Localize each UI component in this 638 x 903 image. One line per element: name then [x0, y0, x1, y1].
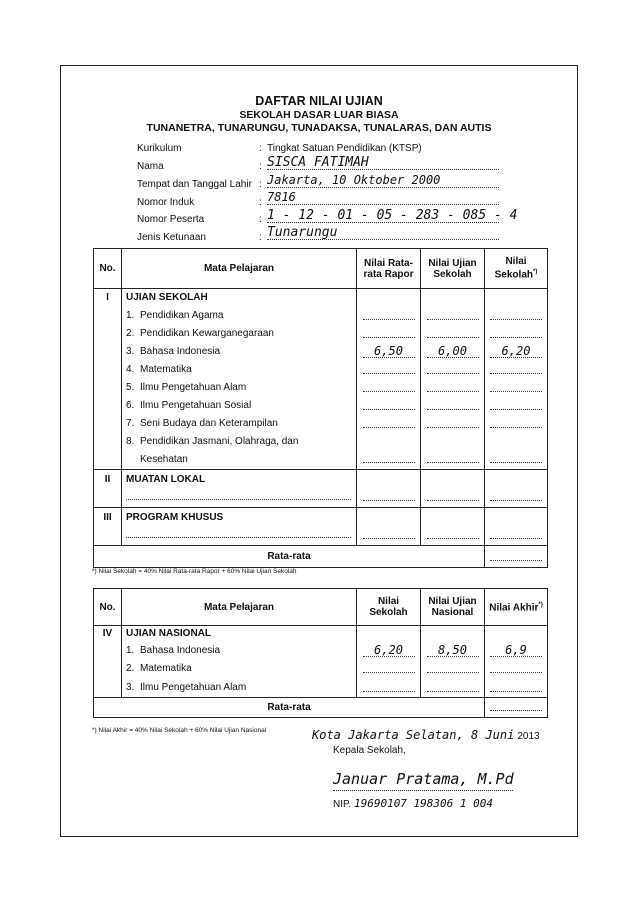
- signature-name: Januar Pratama, M.Pd: [333, 770, 514, 788]
- section-no: I: [94, 289, 122, 307]
- info-label-jenis-ketunaan: Jenis Ketunaan: [137, 232, 206, 243]
- info-value-jenis-ketunaan: Tunarungu: [267, 225, 338, 240]
- info-label-nomor-induk: Nomor Induk: [137, 197, 195, 208]
- average-label: Rata-rata: [94, 698, 485, 718]
- header-col2: Nilai Ujian Sekolah: [421, 249, 485, 289]
- header-subject: Mata Pelajaran: [122, 249, 357, 289]
- footnote-2: *) Nilai Akhir = 40% Nilai Sekolah + 60% Nilai Ujian Nasional: [92, 727, 267, 734]
- signature-city-date: Kota Jakarta Selatan, 8 Juni: [312, 728, 515, 742]
- section-no: III: [94, 507, 122, 545]
- table-row-average: [94, 545, 548, 567]
- table-row-muatan-lokal: [94, 469, 548, 507]
- header-col3: Nilai Sekolah*): [485, 249, 548, 289]
- header-no: No.: [94, 589, 122, 626]
- info-value-nomor-peserta: 1 - 12 - 01 - 05 - 283 - 085 - 4: [267, 208, 518, 223]
- table-row-program-khusus: [94, 507, 548, 545]
- info-label-kurikulum: Kurikulum: [137, 143, 182, 154]
- section-no: II: [94, 469, 122, 507]
- section-title: UJIAN SEKOLAH: [122, 289, 357, 307]
- footnote-1: *) Nilai Sekolah = 40% Nilai Rata-rata Rapor + 60% Nilai Ujian Sekolah: [92, 568, 297, 575]
- info-value-nama: SISCA FATIMAH: [267, 155, 369, 170]
- grade-table-ujian-sekolah: [93, 248, 548, 568]
- nip-value: 19690107 198306 1 004: [353, 797, 494, 810]
- info-value-ttl: Jakarta, 10 Oktober 2000: [267, 173, 441, 187]
- table-row: 4. Matematika: [94, 361, 548, 379]
- document-subtitle: SEKOLAH DASAR LUAR BIASA: [239, 109, 399, 121]
- table-row: 3. Bahasa Indonesia 6,50 6,00 6,20: [94, 343, 548, 361]
- document-subtitle-2: TUNANETRA, TUNARUNGU, TUNADAKSA, TUNALARAS, DAN AUTIS: [146, 122, 492, 134]
- header-col1: Nilai Rata-rata Rapor: [357, 249, 421, 289]
- nip-label: NIP.: [333, 799, 352, 810]
- section-no: IV: [94, 626, 122, 642]
- table-row: 7. Seni Budaya dan Keterampilan: [94, 415, 548, 433]
- info-value-nomor-induk: 7816: [267, 190, 296, 204]
- signature-title: Kepala Sekolah,: [333, 745, 406, 756]
- table-row: 1. Bahasa Indonesia 6,20 8,50 6,9: [94, 642, 548, 660]
- table-row: 6. Ilmu Pengetahuan Sosial: [94, 397, 548, 415]
- table-row: 1. Pendidikan Agama: [94, 307, 548, 325]
- section-title: UJIAN NASIONAL: [122, 626, 357, 642]
- grade-table-ujian-nasional: [93, 588, 548, 718]
- info-label-ttl: Tempat dan Tanggal Lahir: [137, 179, 252, 190]
- header-col3: Nilai Akhir*): [485, 589, 548, 626]
- section-title: MUATAN LOKAL: [126, 473, 206, 485]
- header-col2: Nilai Ujian Nasional: [421, 589, 485, 626]
- table-row: 8. Pendidikan Jasmani, Olahraga, dan Kesehatan: [94, 433, 548, 470]
- header-subject: Mata Pelajaran: [122, 589, 357, 626]
- info-label-nama: Nama: [137, 161, 164, 172]
- signature-year: 2013: [517, 731, 540, 742]
- table-row: 2. Matematika: [94, 660, 548, 678]
- info-label-nomor-peserta: Nomor Peserta: [137, 214, 205, 225]
- table-row: 5. Ilmu Pengetahuan Alam: [94, 379, 548, 397]
- average-label: Rata-rata: [94, 545, 485, 567]
- table-row: 3. Ilmu Pengetahuan Alam: [94, 678, 548, 698]
- table-row: 2. Pendidikan Kewarganegaraan: [94, 325, 548, 343]
- header-col1: Nilai Sekolah: [357, 589, 421, 626]
- header-no: No.: [94, 249, 122, 289]
- document-title: DAFTAR NILAI UJIAN: [255, 94, 383, 108]
- section-title: PROGRAM KHUSUS: [126, 511, 224, 523]
- table-row-average: [94, 698, 548, 718]
- info-value-kurikulum: Tingkat Satuan Pendidikan (KTSP): [267, 143, 422, 154]
